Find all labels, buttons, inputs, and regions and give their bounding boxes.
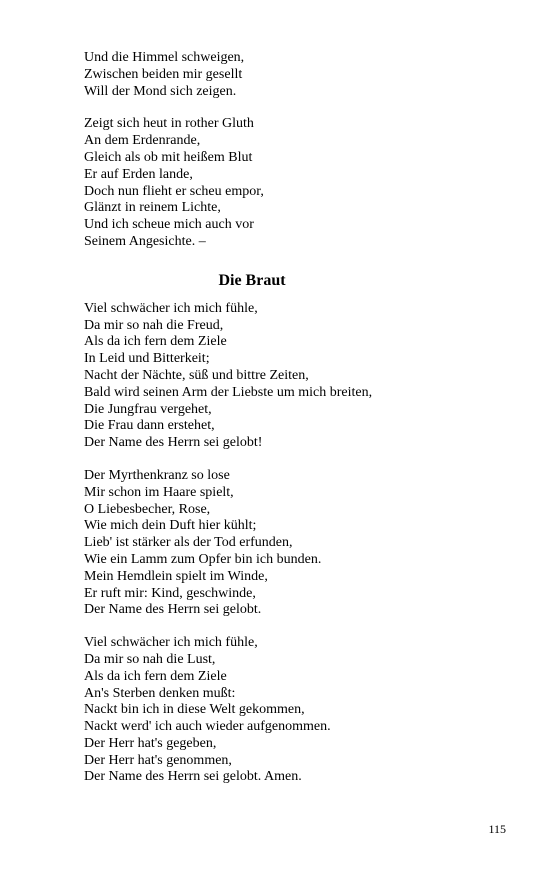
poem-line: Glänzt in reinem Lichte, xyxy=(84,200,221,216)
poem-line: Als da ich fern dem Ziele xyxy=(84,334,227,350)
stanza xyxy=(84,468,504,619)
poem-line: Will der Mond sich zeigen. xyxy=(84,83,237,99)
poem-line: Zwischen beiden mir gesellt xyxy=(84,66,243,82)
stanza xyxy=(84,50,504,100)
poem-line: Er ruft mir: Kind, geschwinde, xyxy=(84,585,256,601)
poem-line: Lieb' ist stärker als der Tod erfunden, xyxy=(84,535,293,551)
page-number: 115 xyxy=(488,822,506,836)
poem-line: Der Name des Herrn sei gelobt! xyxy=(84,435,263,451)
page-content xyxy=(84,50,504,802)
poem-line: O Liebesbecher, Rose, xyxy=(84,501,211,517)
poem-line: Viel schwächer ich mich fühle, xyxy=(84,635,258,651)
stanza xyxy=(84,116,504,250)
poem-line: Und ich scheue mich auch vor xyxy=(84,217,254,233)
poem-line: An's Sterben denken mußt: xyxy=(84,685,236,701)
poem-title: Die Braut xyxy=(218,271,286,289)
poem-line: Nacht der Nächte, süß und bittre Zeiten, xyxy=(84,367,309,383)
poem-line: Mir schon im Haare spielt, xyxy=(84,484,234,500)
poem-line: Die Jungfrau vergehet, xyxy=(84,401,212,417)
poem-line: Da mir so nah die Lust, xyxy=(84,651,216,667)
poem-line: Viel schwächer ich mich fühle, xyxy=(84,300,258,316)
poem-line: Der Herr hat's gegeben, xyxy=(84,735,217,751)
poem-line: Gleich als ob mit heißem Blut xyxy=(84,149,253,165)
poem-line: Der Name des Herrn sei gelobt. Amen. xyxy=(84,769,302,785)
poem-line: Der Herr hat's genommen, xyxy=(84,752,232,768)
poem-line: Und die Himmel schweigen, xyxy=(84,50,245,65)
poem-line: Er auf Erden lande, xyxy=(84,166,193,182)
poem-line: Nackt werd' ich auch wieder aufgenommen. xyxy=(84,719,331,735)
poem-line: Zeigt sich heut in rother Gluth xyxy=(84,116,254,132)
poem-line: In Leid und Bitterkeit; xyxy=(84,351,210,367)
opening-section xyxy=(84,50,504,251)
poem-line: Als da ich fern dem Ziele xyxy=(84,668,227,684)
poem-line: Nackt bin ich in diese Welt gekommen, xyxy=(84,702,305,718)
stanza xyxy=(84,635,504,786)
stanza xyxy=(84,301,504,452)
poem-line: Seinem Angesichte. – xyxy=(84,233,206,249)
poem-line: Mein Hemdlein spielt im Winde, xyxy=(84,568,268,584)
poem-line: Da mir so nah die Freud, xyxy=(84,317,224,333)
poem-line: Wie ein Lamm zum Opfer bin ich bunden. xyxy=(84,551,322,567)
poem-line: An dem Erdenrande, xyxy=(84,133,201,149)
poem-line: Bald wird seinen Arm der Liebste um mich breiten, xyxy=(84,384,373,400)
poem-line: Die Frau dann erstehet, xyxy=(84,418,215,434)
poem-line: Doch nun flieht er scheu empor, xyxy=(84,183,264,199)
poem-section xyxy=(84,271,504,787)
poem-line: Der Name des Herrn sei gelobt. xyxy=(84,602,262,618)
poem-line: Wie mich dein Duft hier kühlt; xyxy=(84,518,257,534)
poem-line: Der Myrthenkranz so lose xyxy=(84,467,230,483)
